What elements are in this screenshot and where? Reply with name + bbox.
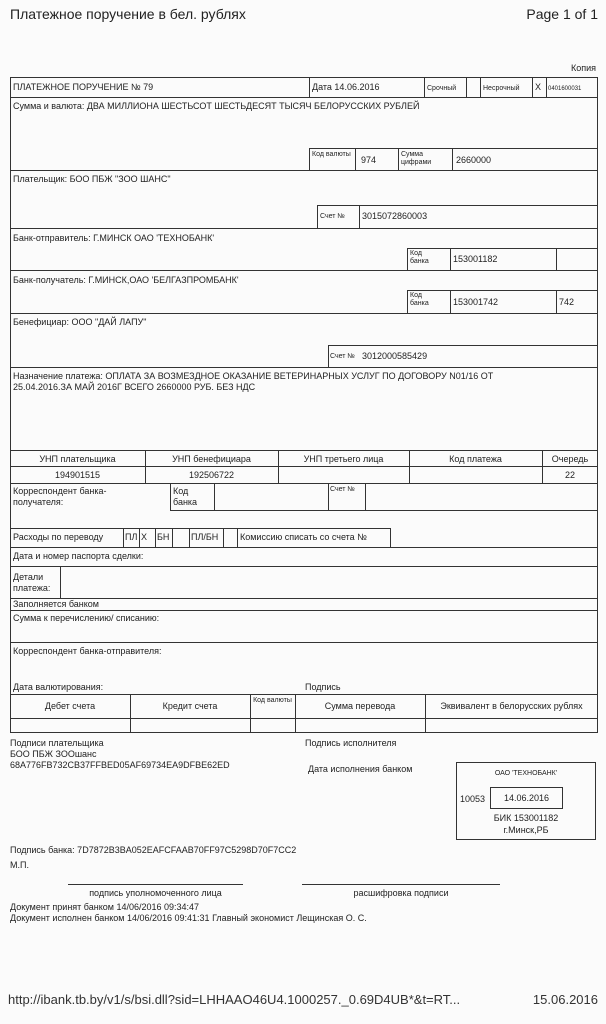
value-date-label: Дата валютирования: [13, 682, 104, 692]
page-title: Платежное поручение в бел. рублях [10, 6, 246, 22]
fees-mark: X [141, 532, 148, 542]
corr-account-label: Счет № [330, 486, 355, 493]
sum-value: 2660000 [456, 155, 492, 165]
bank-signature: Подпись банка: 7D7872B3BA052EAFCFAAB70FF97C5298D70F7CC2 [10, 845, 297, 855]
bank-header-sum: Сумма перевода [324, 701, 396, 711]
execution-date-label: Дата исполнения банком [308, 764, 413, 774]
amount-box [309, 148, 598, 171]
form-code: 0401600031 [548, 86, 582, 92]
stamp-bank: ОАО 'ТЕХНОБАНК' [494, 770, 558, 777]
footer-date: 15.06.2016 [532, 992, 598, 1007]
stamp-place: М.П. [10, 860, 29, 870]
urgent-label: Срочный [427, 85, 457, 92]
receiver-code-label: Код банка [410, 292, 429, 307]
fees-plbn: ПЛ/БН [191, 532, 219, 542]
bank-header-debit: Дебет счета [44, 701, 96, 711]
stamp-bik: БИК 153001182 [493, 813, 559, 823]
unp-header-beneficiary: УНП бенефициара [172, 454, 251, 464]
footer-url: http://ibank.tb.by/v1/s/bsi.dll?sid=LHHAAO46U4.1000257._0.69D4UB*&t=RT... [8, 992, 461, 1007]
payer-account: 3015072860003 [362, 211, 428, 221]
details-label2: платежа: [13, 583, 51, 593]
corr-code-label1: Код [173, 486, 189, 496]
sender-code: 153001182 [453, 254, 498, 264]
unp-queue: 22 [564, 470, 575, 480]
stamp-city: г.Минск,РБ [503, 825, 549, 835]
nonurgent-mark: X [535, 82, 542, 92]
receiver-bank: Банк-получатель: Г.МИНСК,ОАО 'БЕЛГАЗПРОМБАНК' [13, 275, 239, 285]
stamp-date: 14.06.2016 [503, 793, 550, 803]
copy-label: Копия [570, 63, 596, 73]
beneficiary-account: 3012000585429 [362, 351, 428, 361]
amount-words: Сумма и валюта: ДВА МИЛЛИОНА ШЕСТЬСОТ ШЕСТЬДЕСЯТ ТЫСЯЧ БЕЛОРУССКИХ РУБЛЕЙ [13, 101, 420, 111]
passport-label: Дата и номер паспорта сделки: [13, 551, 144, 561]
receiver-code: 153001742 [453, 297, 499, 307]
signature-decoding-label: расшифровка подписи [353, 888, 449, 898]
corr-label1: Корреспондент банка- [13, 486, 107, 496]
order-date: Дата 14.06.2016 [312, 82, 380, 92]
payer-name: Плательщик: БОО ПБЖ "ЗОО ШАНС" [13, 174, 171, 184]
currency-code: 974 [361, 155, 377, 165]
fees-pl: ПЛ [125, 532, 138, 542]
unp-beneficiary: 192506722 [188, 470, 235, 480]
payer-signature-label: Подписи плательщика [10, 738, 104, 748]
stamp-number: 10053 [460, 794, 486, 804]
unp-header-payer: УНП плательщика [39, 454, 116, 464]
purpose-line2: 25.04.2016.ЗА МАЙ 2016Г ВСЕГО 2660000 РУБ. БЕЗ НДС [13, 382, 256, 392]
receiver-extra: 742 [559, 297, 575, 307]
fees-bn: БН [157, 532, 170, 542]
bank-header-currency: Код валюты [253, 697, 292, 704]
unp-header-code: Код платежа [449, 454, 502, 464]
fees-label: Расходы по переводу [13, 532, 104, 542]
corr-code-label2: банка [173, 497, 198, 507]
signature-label: Подпись [305, 682, 341, 692]
corr-label2: получателя: [13, 497, 64, 507]
sender-bank: Банк-отправитель: Г.МИНСК ОАО 'ТЕХНОБАНК' [13, 233, 215, 243]
sum-transfer-label: Сумма к перечислению/ списанию: [13, 613, 160, 623]
payer-signature-hash: 68A776FB732CB37FFBED05AF69734EA9DFBE62ED [10, 760, 230, 770]
unp-payer: 194901515 [54, 470, 101, 480]
payer-signature-name: БОО ПБЖ ЗООшанс [10, 749, 97, 759]
currency-label: Код валюты [312, 151, 351, 158]
bank-fill-label: Заполняется банком [13, 599, 99, 609]
unp-header-third: УНП третьего лица [303, 454, 384, 464]
executed-status: Документ исполнен банком 14/06/2016 09:41:31 Главный экономист Лещинская О. С. [10, 913, 367, 923]
accepted-status: Документ принят банком 14/06/2016 09:34:47 [10, 902, 200, 912]
purpose-line1: Назначение платежа: ОПЛАТА ЗА ВОЗМЕЗДНОЕ ОКАЗАНИЕ ВЕТЕРИНАРНЫХ УСЛУГ ПО ДОГОВОРУ N01/16 ОТ [13, 371, 494, 381]
executor-signature-label: Подпись исполнителя [305, 738, 397, 748]
unp-header-queue: Очередь [551, 454, 589, 464]
authorized-signature-label: подпись уполномоченного лица [89, 888, 222, 898]
sender-code-label: Код банка [410, 250, 429, 265]
payer-account-label: Счет № [320, 213, 345, 220]
order-title: ПЛАТЕЖНОЕ ПОРУЧЕНИЕ № 79 [13, 82, 154, 92]
nonurgent-label: Несрочный [483, 85, 520, 92]
sum-label: Сумма цифрами [401, 151, 432, 166]
bank-header-credit: Кредит счета [162, 701, 218, 711]
bank-header-equivalent: Эквивалент в белорусских рублях [440, 701, 583, 711]
beneficiary-account-label: Счет № [330, 353, 355, 360]
details-label1: Детали [13, 572, 44, 582]
page-number: Page 1 of 1 [526, 6, 598, 22]
beneficiary: Бенефициар: ООО "ДАЙ ЛАПУ" [13, 317, 147, 327]
corr-sender-label: Корреспондент банка-отправителя: [13, 646, 162, 656]
fees-commission: Комиссию списать со счета № [240, 532, 367, 542]
